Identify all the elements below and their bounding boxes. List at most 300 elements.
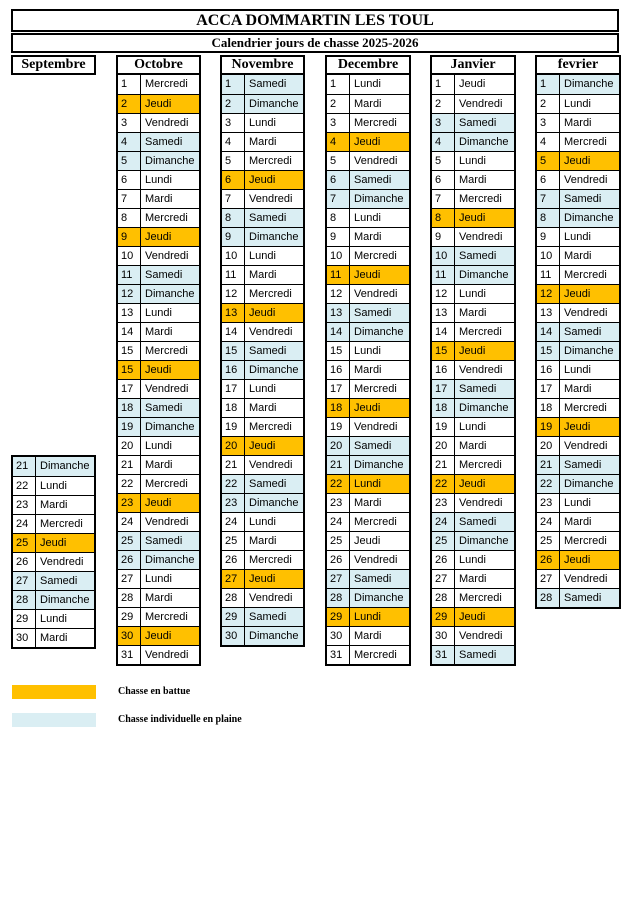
day-name: Mercredi	[354, 117, 397, 129]
day-list	[535, 75, 621, 609]
day-number: 6	[432, 171, 455, 189]
day-number: 11	[327, 266, 350, 284]
day-number: 12	[432, 285, 455, 303]
day-row	[222, 474, 303, 493]
day-name: Vendredi	[145, 516, 189, 528]
day-name: Vendredi	[564, 174, 608, 186]
day-row	[222, 493, 303, 512]
day-row	[432, 417, 514, 436]
day-number: 4	[118, 133, 141, 151]
day-number: 15	[118, 342, 141, 360]
day-name: Mardi	[564, 250, 592, 262]
day-name: Jeudi	[245, 437, 303, 455]
day-name: Jeudi	[245, 570, 303, 588]
day-number: 13	[537, 304, 560, 322]
day-row	[432, 493, 514, 512]
day-row	[327, 417, 409, 436]
day-row	[327, 303, 409, 322]
day-row	[222, 227, 303, 246]
day-number: 2	[327, 95, 350, 113]
day-name: Jeudi	[141, 361, 199, 379]
day-name: Mercredi	[459, 193, 502, 205]
day-number: 30	[222, 627, 245, 645]
day-name: Dimanche	[141, 285, 199, 303]
day-row	[327, 151, 409, 170]
day-number: 6	[327, 171, 350, 189]
day-row	[537, 227, 619, 246]
day-row	[222, 379, 303, 398]
day-number: 12	[327, 285, 350, 303]
day-name: Samedi	[560, 323, 619, 341]
day-name: Jeudi	[560, 152, 619, 170]
legend-label-plaine: Chasse individuelle en plaine	[118, 714, 242, 725]
day-row	[13, 495, 94, 514]
day-row	[222, 531, 303, 550]
day-row	[537, 550, 619, 569]
day-row	[118, 474, 199, 493]
month-column-novembre	[220, 55, 305, 647]
day-number: 15	[222, 342, 245, 360]
day-name: Jeudi	[245, 171, 303, 189]
day-name: Samedi	[245, 209, 303, 227]
day-row	[118, 398, 199, 417]
day-number: 2	[222, 95, 245, 113]
day-name: Dimanche	[141, 152, 199, 170]
day-name: Jeudi	[560, 418, 619, 436]
day-row	[222, 455, 303, 474]
day-name: Mercredi	[564, 535, 607, 547]
day-name: Mercredi	[459, 592, 502, 604]
day-number: 9	[118, 228, 141, 246]
day-row	[118, 645, 199, 664]
day-row	[13, 533, 94, 552]
day-row	[432, 360, 514, 379]
day-name: Mardi	[459, 174, 487, 186]
day-name: Dimanche	[350, 190, 409, 208]
day-number: 12	[537, 285, 560, 303]
day-row	[537, 322, 619, 341]
day-number: 26	[118, 551, 141, 569]
day-number: 3	[432, 114, 455, 132]
day-row	[13, 609, 94, 628]
day-row	[537, 303, 619, 322]
day-name: Mercredi	[145, 611, 188, 623]
day-name: Mercredi	[564, 402, 607, 414]
legend-swatch-battue	[12, 685, 96, 699]
day-number: 4	[432, 133, 455, 151]
day-name: Lundi	[564, 364, 591, 376]
day-number: 4	[327, 133, 350, 151]
day-row	[432, 379, 514, 398]
day-number: 30	[327, 627, 350, 645]
day-name: Vendredi	[249, 592, 293, 604]
day-name: Mercredi	[145, 212, 188, 224]
day-name: Samedi	[455, 646, 514, 664]
day-name: Lundi	[354, 212, 381, 224]
day-name: Dimanche	[141, 551, 199, 569]
day-number: 13	[327, 304, 350, 322]
day-row	[327, 341, 409, 360]
day-row	[432, 170, 514, 189]
day-name: Mardi	[354, 231, 382, 243]
day-number: 1	[118, 75, 141, 94]
day-number: 23	[327, 494, 350, 512]
day-row	[432, 455, 514, 474]
day-number: 6	[222, 171, 245, 189]
day-number: 24	[327, 513, 350, 531]
day-number: 25	[432, 532, 455, 550]
day-name: Mardi	[354, 364, 382, 376]
day-number: 21	[537, 456, 560, 474]
day-row	[327, 455, 409, 474]
day-number: 3	[537, 114, 560, 132]
day-number: 10	[537, 247, 560, 265]
day-name: Jeudi	[141, 627, 199, 645]
day-row	[327, 569, 409, 588]
day-number: 18	[222, 399, 245, 417]
day-row	[222, 132, 303, 151]
day-number: 8	[432, 209, 455, 227]
day-number: 25	[537, 532, 560, 550]
day-name: Samedi	[455, 114, 514, 132]
day-name: Vendredi	[459, 98, 503, 110]
day-number: 11	[537, 266, 560, 284]
day-name: Samedi	[245, 608, 303, 626]
day-name: Samedi	[350, 171, 409, 189]
day-row	[537, 341, 619, 360]
day-name: Dimanche	[350, 589, 409, 607]
day-name: Dimanche	[455, 532, 514, 550]
day-number: 31	[327, 646, 350, 664]
day-name: Mardi	[249, 269, 277, 281]
day-name: Vendredi	[145, 250, 189, 262]
day-name: Mardi	[249, 136, 277, 148]
day-row	[327, 284, 409, 303]
day-row	[327, 645, 409, 664]
day-number: 17	[118, 380, 141, 398]
day-row	[222, 75, 303, 94]
day-number: 24	[13, 515, 36, 533]
day-name: Mardi	[564, 383, 592, 395]
day-row	[118, 436, 199, 455]
day-name: Lundi	[350, 608, 409, 626]
day-number: 21	[13, 457, 36, 476]
day-name: Mardi	[354, 630, 382, 642]
day-row	[118, 569, 199, 588]
day-row	[432, 246, 514, 265]
day-number: 22	[222, 475, 245, 493]
day-name: Mercredi	[249, 554, 292, 566]
day-name: Lundi	[249, 250, 276, 262]
day-name: Mardi	[145, 326, 173, 338]
day-row	[222, 246, 303, 265]
day-name: Dimanche	[245, 95, 303, 113]
day-row	[537, 189, 619, 208]
day-row	[432, 132, 514, 151]
day-name: Dimanche	[560, 75, 619, 94]
day-name: Samedi	[36, 572, 94, 590]
day-name: Lundi	[459, 155, 486, 167]
day-name: Mardi	[145, 193, 173, 205]
day-row	[222, 360, 303, 379]
day-number: 25	[13, 534, 36, 552]
day-name: Dimanche	[560, 342, 619, 360]
day-name: Lundi	[564, 98, 591, 110]
day-row	[118, 588, 199, 607]
month-column-octobre	[116, 55, 201, 666]
day-row	[118, 170, 199, 189]
day-row	[13, 476, 94, 495]
day-row	[118, 75, 199, 94]
day-name: Jeudi	[141, 95, 199, 113]
day-name: Mercredi	[249, 155, 292, 167]
day-number: 19	[118, 418, 141, 436]
day-number: 24	[537, 513, 560, 531]
day-name: Vendredi	[249, 326, 293, 338]
day-name: Mercredi	[354, 250, 397, 262]
day-name: Lundi	[145, 573, 172, 585]
month-column-decembre	[325, 55, 411, 666]
day-row	[222, 94, 303, 113]
day-name: Vendredi	[354, 288, 398, 300]
day-name: Lundi	[354, 78, 381, 90]
day-number: 10	[327, 247, 350, 265]
day-name: Jeudi	[560, 285, 619, 303]
day-number: 20	[222, 437, 245, 455]
day-name: Jeudi	[350, 266, 409, 284]
day-row	[327, 227, 409, 246]
day-number: 15	[327, 342, 350, 360]
day-number: 15	[537, 342, 560, 360]
day-name: Jeudi	[354, 535, 381, 547]
day-row	[432, 645, 514, 664]
day-name: Vendredi	[40, 556, 84, 568]
day-name: Mardi	[459, 440, 487, 452]
day-row	[432, 75, 514, 94]
day-number: 30	[13, 629, 36, 647]
day-row	[327, 379, 409, 398]
day-number: 14	[537, 323, 560, 341]
day-row	[118, 455, 199, 474]
day-number: 17	[222, 380, 245, 398]
day-number: 26	[13, 553, 36, 571]
day-name: Mercredi	[249, 288, 292, 300]
day-name: Samedi	[245, 475, 303, 493]
month-header: Decembre	[325, 55, 411, 75]
day-name: Mercredi	[354, 516, 397, 528]
day-name: Vendredi	[145, 383, 189, 395]
day-name: Jeudi	[455, 608, 514, 626]
day-number: 12	[222, 285, 245, 303]
day-name: Samedi	[350, 570, 409, 588]
day-list	[116, 75, 201, 666]
day-number: 4	[222, 133, 245, 151]
day-row	[537, 284, 619, 303]
day-number: 17	[537, 380, 560, 398]
day-row	[327, 265, 409, 284]
day-number: 25	[327, 532, 350, 550]
day-name: Mercredi	[40, 518, 83, 530]
day-number: 1	[222, 75, 245, 94]
day-row	[537, 208, 619, 227]
day-row	[118, 607, 199, 626]
day-row	[222, 284, 303, 303]
day-number: 8	[327, 209, 350, 227]
day-number: 1	[537, 75, 560, 94]
day-number: 18	[327, 399, 350, 417]
day-number: 22	[13, 477, 36, 495]
day-row	[327, 607, 409, 626]
day-number: 9	[537, 228, 560, 246]
day-row	[118, 132, 199, 151]
day-row	[537, 398, 619, 417]
legend-swatch-plaine	[12, 713, 96, 727]
day-number: 23	[537, 494, 560, 512]
day-number: 9	[327, 228, 350, 246]
day-row	[537, 512, 619, 531]
day-number: 5	[537, 152, 560, 170]
day-number: 19	[327, 418, 350, 436]
day-row	[537, 531, 619, 550]
day-number: 27	[537, 570, 560, 588]
day-number: 1	[327, 75, 350, 94]
day-number: 6	[118, 171, 141, 189]
day-row	[537, 113, 619, 132]
day-name: Dimanche	[141, 418, 199, 436]
day-name: Samedi	[141, 399, 199, 417]
day-row	[327, 626, 409, 645]
day-row	[222, 322, 303, 341]
day-name: Mercredi	[354, 649, 397, 661]
day-number: 17	[327, 380, 350, 398]
day-name: Lundi	[249, 383, 276, 395]
day-number: 14	[118, 323, 141, 341]
day-name: Vendredi	[564, 307, 608, 319]
day-name: Mardi	[354, 497, 382, 509]
day-number: 28	[13, 591, 36, 609]
day-row	[432, 265, 514, 284]
month-header: fevrier	[535, 55, 621, 75]
day-name: Mardi	[564, 117, 592, 129]
day-number: 24	[118, 513, 141, 531]
day-name: Vendredi	[354, 155, 398, 167]
day-number: 1	[432, 75, 455, 94]
day-number: 26	[537, 551, 560, 569]
day-name: Samedi	[560, 456, 619, 474]
month-header: Janvier	[430, 55, 516, 75]
day-row	[222, 550, 303, 569]
day-number: 14	[222, 323, 245, 341]
day-number: 26	[432, 551, 455, 569]
day-name: Dimanche	[350, 456, 409, 474]
day-name: Jeudi	[455, 209, 514, 227]
day-name: Mardi	[249, 402, 277, 414]
day-number: 2	[432, 95, 455, 113]
day-name: Lundi	[459, 421, 486, 433]
day-name: Samedi	[455, 380, 514, 398]
day-row	[222, 569, 303, 588]
day-row	[537, 493, 619, 512]
day-name: Dimanche	[245, 494, 303, 512]
day-row	[537, 569, 619, 588]
day-number: 29	[327, 608, 350, 626]
day-number: 7	[118, 190, 141, 208]
day-name: Mercredi	[145, 478, 188, 490]
day-row	[432, 474, 514, 493]
month-column-janvier	[430, 55, 516, 666]
day-name: Vendredi	[249, 193, 293, 205]
day-name: Lundi	[459, 288, 486, 300]
day-name: Dimanche	[245, 228, 303, 246]
day-name: Jeudi	[141, 228, 199, 246]
day-name: Lundi	[145, 174, 172, 186]
day-name: Mercredi	[564, 269, 607, 281]
day-row	[432, 398, 514, 417]
day-row	[432, 208, 514, 227]
day-number: 20	[432, 437, 455, 455]
day-row	[537, 151, 619, 170]
day-number: 9	[432, 228, 455, 246]
day-row	[118, 284, 199, 303]
day-row	[222, 436, 303, 455]
month-column-septembre	[11, 55, 96, 644]
day-row	[118, 322, 199, 341]
day-name: Dimanche	[455, 399, 514, 417]
month-header: Octobre	[116, 55, 201, 75]
day-row	[13, 628, 94, 647]
day-name: Vendredi	[249, 459, 293, 471]
day-row	[537, 436, 619, 455]
day-number: 17	[432, 380, 455, 398]
day-number: 5	[118, 152, 141, 170]
day-number: 22	[118, 475, 141, 493]
day-number: 22	[537, 475, 560, 493]
day-number: 16	[222, 361, 245, 379]
day-name: Samedi	[560, 190, 619, 208]
day-row	[118, 379, 199, 398]
day-name: Dimanche	[560, 209, 619, 227]
day-name: Samedi	[350, 304, 409, 322]
day-name: Vendredi	[354, 421, 398, 433]
day-name: Lundi	[249, 117, 276, 129]
day-number: 7	[432, 190, 455, 208]
day-number: 2	[537, 95, 560, 113]
day-row	[432, 189, 514, 208]
day-number: 19	[222, 418, 245, 436]
day-name: Lundi	[564, 497, 591, 509]
day-row	[432, 512, 514, 531]
day-number: 28	[537, 589, 560, 607]
day-number: 30	[118, 627, 141, 645]
day-name: Mercredi	[564, 136, 607, 148]
day-name: Lundi	[145, 307, 172, 319]
day-name: Samedi	[350, 437, 409, 455]
day-name: Vendredi	[564, 440, 608, 452]
day-number: 3	[222, 114, 245, 132]
day-row	[537, 360, 619, 379]
day-row	[327, 398, 409, 417]
day-row	[118, 151, 199, 170]
day-row	[118, 265, 199, 284]
day-name: Jeudi	[560, 551, 619, 569]
day-number: 16	[327, 361, 350, 379]
day-name: Jeudi	[455, 342, 514, 360]
day-row	[118, 189, 199, 208]
day-name: Dimanche	[245, 627, 303, 645]
day-row	[537, 132, 619, 151]
day-name: Mardi	[145, 592, 173, 604]
day-number: 30	[432, 627, 455, 645]
